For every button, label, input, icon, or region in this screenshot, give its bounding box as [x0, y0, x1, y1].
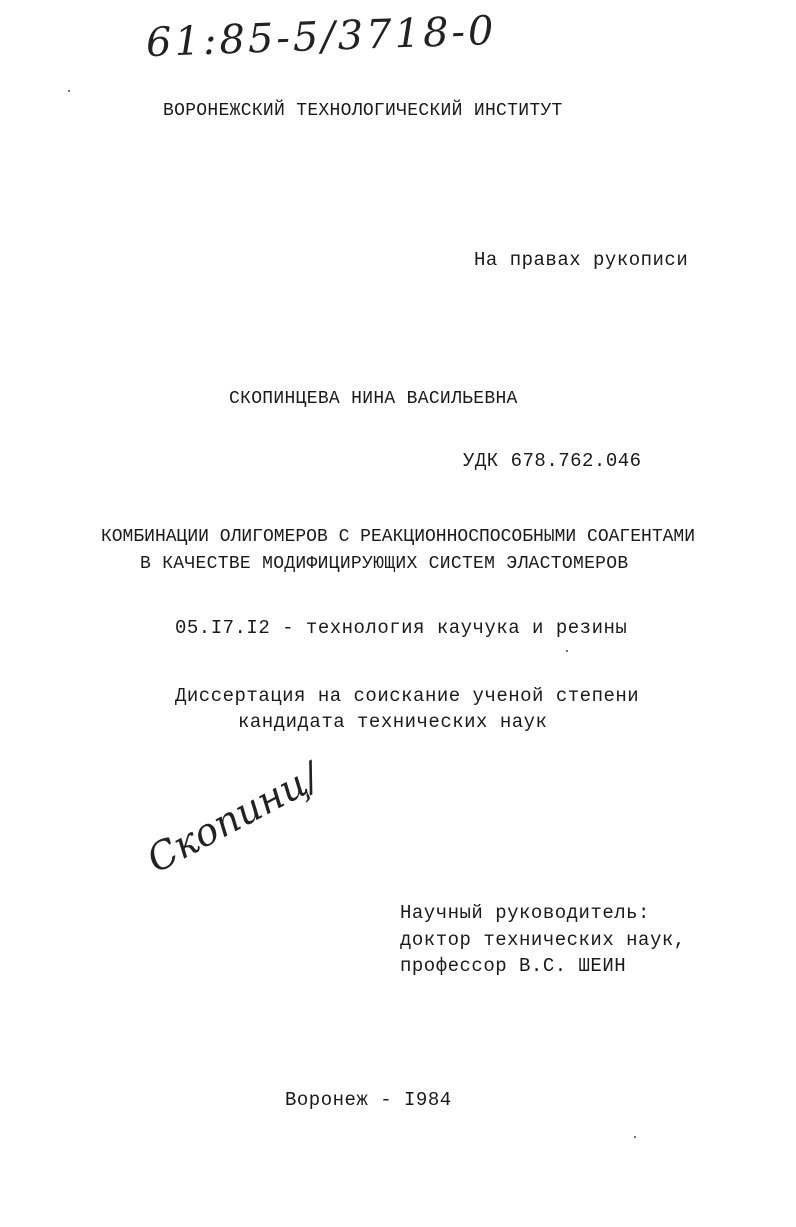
place-and-year: Воронеж - I984 — [285, 1089, 452, 1111]
scan-speck — [634, 1136, 636, 1138]
supervisor-line-2: доктор технических наук, — [400, 929, 686, 951]
scan-speck — [566, 650, 568, 652]
specialty-code: 05.I7.I2 - технология каучука и резины — [175, 617, 628, 639]
rights-note: На правах рукописи — [474, 249, 689, 271]
degree-line-1: Диссертация на соискание ученой степени — [175, 685, 640, 707]
author-signature: Скопинц/ — [139, 754, 327, 882]
degree-line-2: кандидата технических наук — [238, 711, 548, 733]
dissertation-title-line-1: КОМБИНАЦИИ ОЛИГОМЕРОВ С РЕАКЦИОННОСПОСОБНЫМИ СОАГЕНТАМИ — [100, 527, 696, 547]
udc-code: УДК 678.762.046 — [463, 450, 642, 472]
archive-code-handwritten: 61:85-5/3718-0 — [145, 7, 498, 67]
institution-name: ВОРОНЕЖСКИЙ ТЕХНОЛОГИЧЕСКИЙ ИНСТИТУТ — [163, 101, 563, 121]
dissertation-title-line-2: В КАЧЕСТВЕ МОДИФИЦИРУЮЩИХ СИСТЕМ ЭЛАСТОМЕРОВ — [140, 554, 629, 574]
supervisor-line-3: профессор В.С. ШЕИН — [400, 955, 627, 977]
supervisor-line-1: Научный руководитель: — [400, 902, 650, 924]
author-name: СКОПИНЦЕВА НИНА ВАСИЛЬЕВНА — [229, 389, 518, 409]
scan-speck — [68, 90, 70, 92]
